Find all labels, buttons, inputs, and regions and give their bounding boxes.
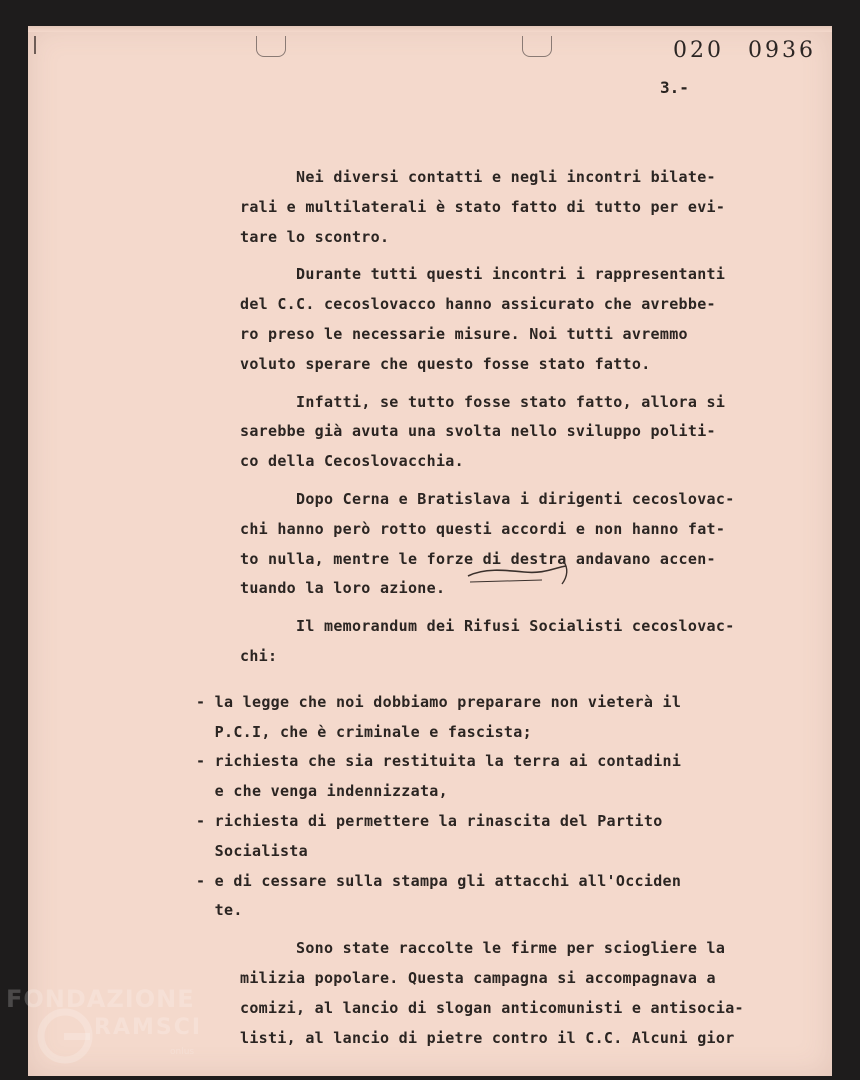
archive-number-part1: 020 [673, 38, 724, 63]
text-line: co della Cecoslovacchia. [240, 452, 464, 471]
text-line: chi hanno però rotto questi accordi e non hanno fat- [240, 519, 726, 538]
handwritten-correction-mark [464, 560, 570, 588]
text-line: ro preso le necessarie misure. Noi tutti avremmo [240, 324, 688, 343]
text-line: listi, al lancio di pietre contro il C.C. Alcuni gior [240, 1028, 735, 1047]
text-line: tare lo scontro. [240, 227, 390, 246]
text-line: del C.C. cecoslovacco hanno assicurato che avrebbe- [240, 295, 716, 314]
list-item-line: e che venga indennizzata, [196, 782, 448, 801]
text-line: rali e multilaterali è stato fatto di tutto per evi- [240, 197, 726, 216]
list-item-line: P.C.I, che è criminale e fascista; [196, 722, 532, 741]
text-line: Il memorandum dei Rifusi Socialisti cecoslovac- [296, 617, 735, 636]
text-line: to nulla, mentre le forze di destra andavano accen- [240, 549, 716, 568]
list-item-line: - richiesta di permettere la rinascita del Partito [196, 811, 663, 830]
text-line: comizi, al lancio di slogan anticomunisti e antisocia- [240, 998, 744, 1017]
text-line: Sono state raccolte le firme per sciogliere la [296, 939, 726, 958]
foundation-watermark [6, 985, 226, 1075]
document-body [196, 163, 760, 1053]
binding-mark [34, 36, 36, 54]
text-line: Infatti, se tutto fosse stato fatto, allora si [296, 392, 726, 411]
logo-g-icon [36, 1007, 94, 1065]
text-line: voluto sperare che questo fosse stato fatto. [240, 354, 651, 373]
staple-mark-right [522, 36, 552, 57]
watermark-line2: RAMSCI [94, 1015, 203, 1040]
list-item-line: - la legge che noi dobbiamo preparare non vieterà il [196, 692, 682, 711]
list-item-line: - richiesta che sia restituita la terra ai contadini [196, 752, 682, 771]
list-item-line: te. [196, 901, 243, 920]
page-number: 3.- [660, 78, 689, 97]
text-line: Nei diversi contatti e negli incontri bilate- [296, 168, 716, 186]
text-line: Durante tutti questi incontri i rappresentanti [296, 265, 726, 284]
watermark-line3: onlus [170, 1047, 195, 1057]
text-line: sarebbe già avuta una svolta nello sviluppo politi- [240, 422, 716, 441]
text-line: milizia popolare. Questa campagna si accompagnava a [240, 968, 716, 987]
list-item-line: Socialista [196, 841, 308, 860]
staple-mark-left [256, 36, 286, 57]
page-top-edge [28, 26, 832, 32]
text-line: Dopo Cerna e Bratislava i dirigenti cecoslovac- [296, 489, 735, 508]
list-item-line: - e di cessare sulla stampa gli attacchi all'Occiden [196, 871, 682, 890]
text-line: tuando la loro azione. [240, 579, 446, 598]
archive-number-part2: 0936 [748, 38, 816, 63]
watermark-line1: FONDAZIONE [6, 985, 195, 1013]
text-line: chi: [240, 646, 278, 665]
archive-number [673, 38, 816, 63]
document-page [28, 26, 832, 1076]
